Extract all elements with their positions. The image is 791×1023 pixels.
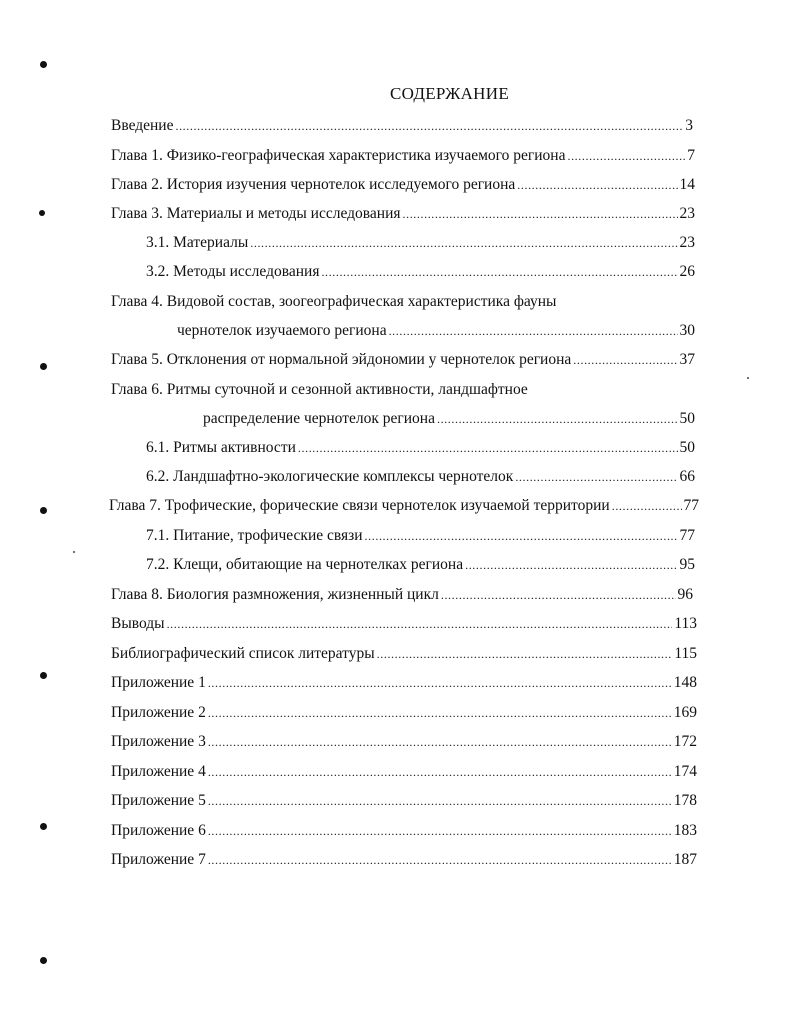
toc-entry-chapter-6-line1: Глава 6. Ритмы суточной и сезонной активности, ландшафтное	[111, 381, 528, 398]
leader-dots	[365, 526, 678, 546]
toc-entry-label: 7.1. Питание, трофические связи	[146, 527, 363, 544]
toc-entry-label: 3.2. Методы исследования	[146, 263, 320, 280]
leader-dots	[377, 644, 673, 664]
toc-entry-appendix-7	[111, 850, 697, 870]
toc-entry-page: 50	[679, 439, 695, 456]
toc-entry-page: 169	[673, 704, 697, 721]
leader-dots	[389, 321, 678, 341]
toc-entry-appendix-1	[111, 673, 697, 693]
punch-hole-mark	[40, 957, 47, 964]
scan-speck	[73, 551, 75, 553]
toc-entry-section-3-1	[146, 233, 695, 253]
toc-entry-chapter-3	[111, 204, 695, 224]
toc-entry-label: Глава 1. Физико-географическая характеристика изучаемого региона	[111, 147, 566, 164]
toc-entry-label: чернотелок изучаемого региона	[177, 322, 387, 339]
toc-entry-label: 6.1. Ритмы активности	[146, 439, 296, 456]
toc-entry-label: Приложение 4	[111, 763, 206, 780]
toc-entry-page: 26	[679, 263, 695, 280]
leader-dots	[465, 555, 677, 575]
toc-entry-chapter-4	[177, 321, 695, 341]
toc-entry-label: Глава 2. История изучения чернотелок исследуемого региона	[111, 176, 516, 193]
toc-entry-appendix-5	[111, 791, 697, 811]
leader-dots	[208, 821, 672, 841]
toc-entry-label: Приложение 5	[111, 792, 206, 809]
toc-entry-page: 115	[674, 645, 697, 662]
toc-entry-appendix-4	[111, 762, 697, 782]
toc-entry-page: 7	[687, 147, 695, 164]
punch-hole-mark	[40, 823, 47, 830]
scan-speck	[747, 377, 749, 379]
toc-entry-page: 66	[679, 468, 695, 485]
toc-entry-page: 174	[673, 763, 697, 780]
toc-entry-appendix-2	[111, 703, 697, 723]
toc-entry-section-6-2	[146, 467, 695, 487]
punch-hole-mark	[40, 61, 47, 68]
punch-hole-mark	[40, 363, 47, 370]
toc-entry-page: 95	[679, 556, 695, 573]
toc-entry-label: распределение чернотелок региона	[203, 410, 435, 427]
toc-entry-page: 183	[673, 822, 697, 839]
toc-entry-label: Глава 5. Отклонения от нормальной эйдономии у чернотелок региона	[111, 351, 572, 368]
toc-entry-page: 113	[674, 615, 697, 632]
toc-entry-chapter-2	[111, 175, 695, 195]
toc-entry-chapter-1	[111, 146, 695, 166]
toc-entry-chapter-5	[111, 350, 695, 370]
toc-entry-label: Приложение 1	[111, 674, 206, 691]
toc-entry-chapter-4-line1: Глава 4. Видовой состав, зоогеографическая характеристика фауны	[111, 293, 557, 310]
toc-entry-label: Глава 8. Биология размножения, жизненный цикл	[111, 586, 439, 603]
toc-entry-page: 96	[677, 586, 693, 603]
toc-entry-page: 172	[673, 733, 697, 750]
leader-dots	[515, 467, 677, 487]
toc-entry-label: Выводы	[111, 615, 165, 632]
punch-hole-mark	[39, 210, 45, 216]
leader-dots	[208, 732, 672, 752]
toc-entry-label: Введение	[111, 117, 174, 134]
toc-entry-page: 50	[679, 410, 695, 427]
toc-entry-chapter-7	[109, 496, 699, 516]
leader-dots	[208, 791, 672, 811]
toc-entry-introduction	[111, 116, 693, 136]
toc-entry-page: 187	[673, 851, 697, 868]
leader-dots	[517, 175, 677, 195]
toc-entry-label: Приложение 6	[111, 822, 206, 839]
toc-entry-chapter-8	[111, 585, 693, 605]
toc-entry-page: 148	[673, 674, 697, 691]
leader-dots	[167, 614, 673, 634]
toc-entry-section-6-1	[146, 438, 695, 458]
toc-entry-label: 3.1. Материалы	[146, 234, 249, 251]
toc-entry-page: 77	[679, 527, 695, 544]
leader-dots	[437, 409, 678, 429]
toc-entry-label: Глава 7. Трофические, форические связи чернотелок изучаемой территории	[109, 497, 610, 514]
toc-entry-section-7-2	[146, 555, 695, 575]
toc-entry-label: Глава 3. Материалы и методы исследования	[111, 205, 401, 222]
leader-dots	[298, 438, 678, 458]
toc-entry-page: 23	[679, 234, 695, 251]
toc-entry-page: 23	[679, 205, 695, 222]
toc-entry-page: 77	[683, 497, 699, 514]
page-title: СОДЕРЖАНИЕ	[389, 84, 510, 103]
toc-entry-section-7-1	[146, 526, 695, 546]
leader-dots	[403, 204, 678, 224]
leader-dots	[208, 850, 672, 870]
toc-entry-page: 178	[673, 792, 697, 809]
leader-dots	[567, 146, 685, 166]
leader-dots	[250, 233, 677, 253]
toc-entry-section-3-2	[146, 262, 695, 282]
toc-entry-label: Приложение 2	[111, 704, 206, 721]
leader-dots	[175, 116, 683, 136]
leader-dots	[612, 496, 682, 516]
toc-entry-conclusions	[111, 614, 697, 634]
leader-dots	[441, 585, 676, 605]
toc-entry-appendix-6	[111, 821, 697, 841]
toc-entry-bibliography	[111, 644, 697, 664]
leader-dots	[573, 350, 677, 370]
toc-entry-label: Библиографический список литературы	[111, 645, 375, 662]
leader-dots	[208, 673, 672, 693]
toc-entry-label: 6.2. Ландшафтно-экологические комплексы чернотелок	[146, 468, 514, 485]
toc-entry-page: 14	[679, 176, 695, 193]
toc-entry-page: 30	[679, 322, 695, 339]
toc-entry-appendix-3	[111, 732, 697, 752]
toc-entry-label: Приложение 7	[111, 851, 206, 868]
toc-entry-label: Приложение 3	[111, 733, 206, 750]
punch-hole-mark	[40, 507, 47, 514]
toc-entry-chapter-6	[203, 409, 695, 429]
leader-dots	[208, 703, 672, 723]
leader-dots	[208, 762, 672, 782]
toc-entry-page: 3	[685, 117, 693, 134]
leader-dots	[321, 262, 677, 282]
punch-hole-mark	[40, 672, 47, 679]
toc-entry-label: 7.2. Клещи, обитающие на чернотелках региона	[146, 556, 464, 573]
toc-entry-page: 37	[679, 351, 695, 368]
